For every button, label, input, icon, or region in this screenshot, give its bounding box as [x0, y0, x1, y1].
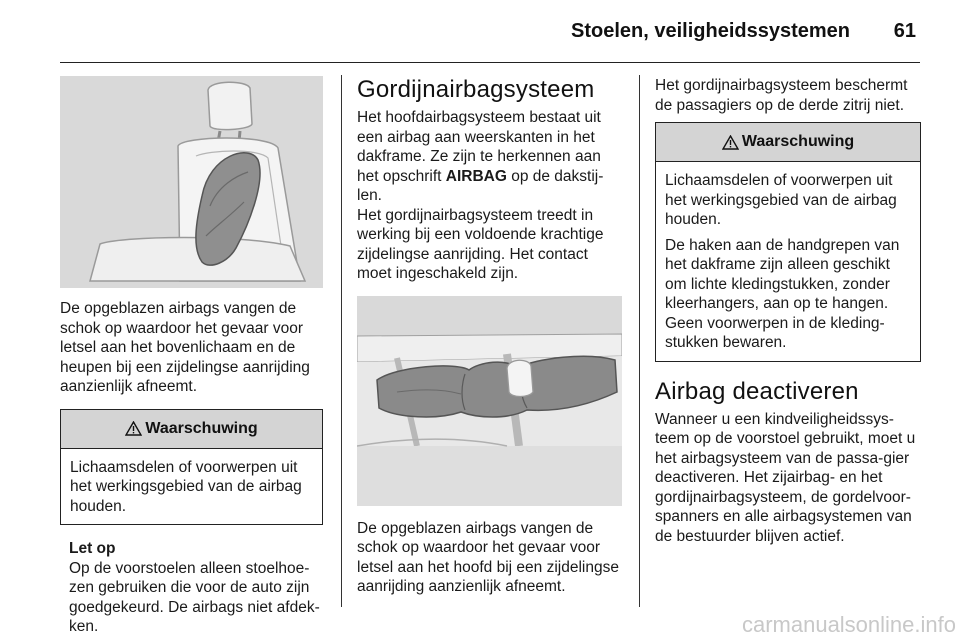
warning-body	[61, 449, 322, 525]
header-title: Stoelen, veiligheidssystemen	[571, 20, 850, 42]
curtain-airbag-caption: De opgeblazen airbags vangen de schok op waardoor het gevaar voor letsel aan het hoofd bij een zijdelingse aanrijding aanzienlijk afneemt.	[357, 519, 619, 595]
warning-box	[655, 122, 921, 362]
seat-airbag-caption: De opgeblazen airbags vangen de schok op waardoor het gevaar voor letsel aan het bovenlichaam en de heupen bij een zijdelingse aanrijding aanzienlijk afneemt.	[60, 300, 310, 395]
column-3	[655, 76, 921, 546]
text-span: op de dakstij-len.	[357, 167, 604, 204]
text-span: Het hoofdairbagsysteem bestaat uit een airbag aan weerskanten in het dakframe. Ze zijn te herkennen aan het opschrift	[357, 109, 601, 185]
page-number: 61	[893, 20, 916, 42]
warning-body	[656, 162, 920, 361]
column-2	[357, 76, 622, 597]
note-text: Op de voorstoelen alleen stoelhoe-zen gebruiken die voor de auto zijn goedgekeurd. De airbags niet afdek-ken.	[69, 559, 320, 635]
section-heading-curtain-airbag: Gordijnairbagsysteem	[357, 76, 595, 103]
airbag-label: AIRBAG	[445, 167, 507, 185]
airbag-deactivation-paragraph: Wanneer u een kindveiligheidssys-teem op de voorstoel gebruikt, moet u het airbagsysteem van de passa-gier deactiveren. Het zijairbag- en het gordijnairbagsysteem, de gordelvoor-spanners en alle airbagsystemen van de bestuurder blijven actief.	[655, 410, 916, 545]
warning-title: Waarschuwing	[145, 419, 258, 437]
warning-box	[60, 409, 323, 526]
third-row-note: Het gordijnairbagsysteem beschermt de passagiers op de derde zitrij niet.	[655, 77, 908, 114]
warning-text: De haken aan de handgrepen van het dakframe zijn alleen geschikt om lichte kledingstukken, zonder kleerhangers, aan op te hangen. Geen voorwerpen in de kleding-stukken bewaren.	[665, 236, 900, 351]
column-divider	[639, 75, 640, 607]
curtain-airbag-illustration	[357, 296, 622, 506]
warning-text: Lichaamsdelen of voorwerpen uit het werkingsgebied van de airbag houden.	[70, 458, 302, 515]
watermark: carmanualsonline.info	[741, 612, 956, 637]
section-heading-airbag-deactivation: Airbag deactiveren	[655, 377, 859, 405]
column-divider	[341, 75, 342, 607]
warning-header	[656, 123, 920, 162]
warning-triangle-icon	[722, 135, 739, 150]
curtain-airbag-activation-paragraph: Het gordijnairbagsysteem treedt in werking bij een voldoende krachtige zijdelingse aanrijding. Het contact moet ingeschakeld zijn.	[357, 206, 604, 282]
seat-side-airbag-drawing	[60, 76, 323, 288]
warning-title: Waarschuwing	[741, 133, 855, 150]
seat-airbag-illustration	[60, 76, 323, 288]
note-block	[60, 539, 323, 637]
warning-triangle-icon	[125, 421, 142, 436]
warning-header	[61, 410, 322, 449]
page-header	[60, 0, 920, 63]
column-1	[60, 76, 323, 637]
curtain-airbag-paragraph	[357, 108, 622, 206]
note-label: Let op	[69, 540, 116, 557]
curtain-airbag-drawing	[357, 296, 622, 506]
warning-text: Lichaamsdelen of voorwerpen uit het werkingsgebied van de airbag houden.	[665, 172, 897, 228]
